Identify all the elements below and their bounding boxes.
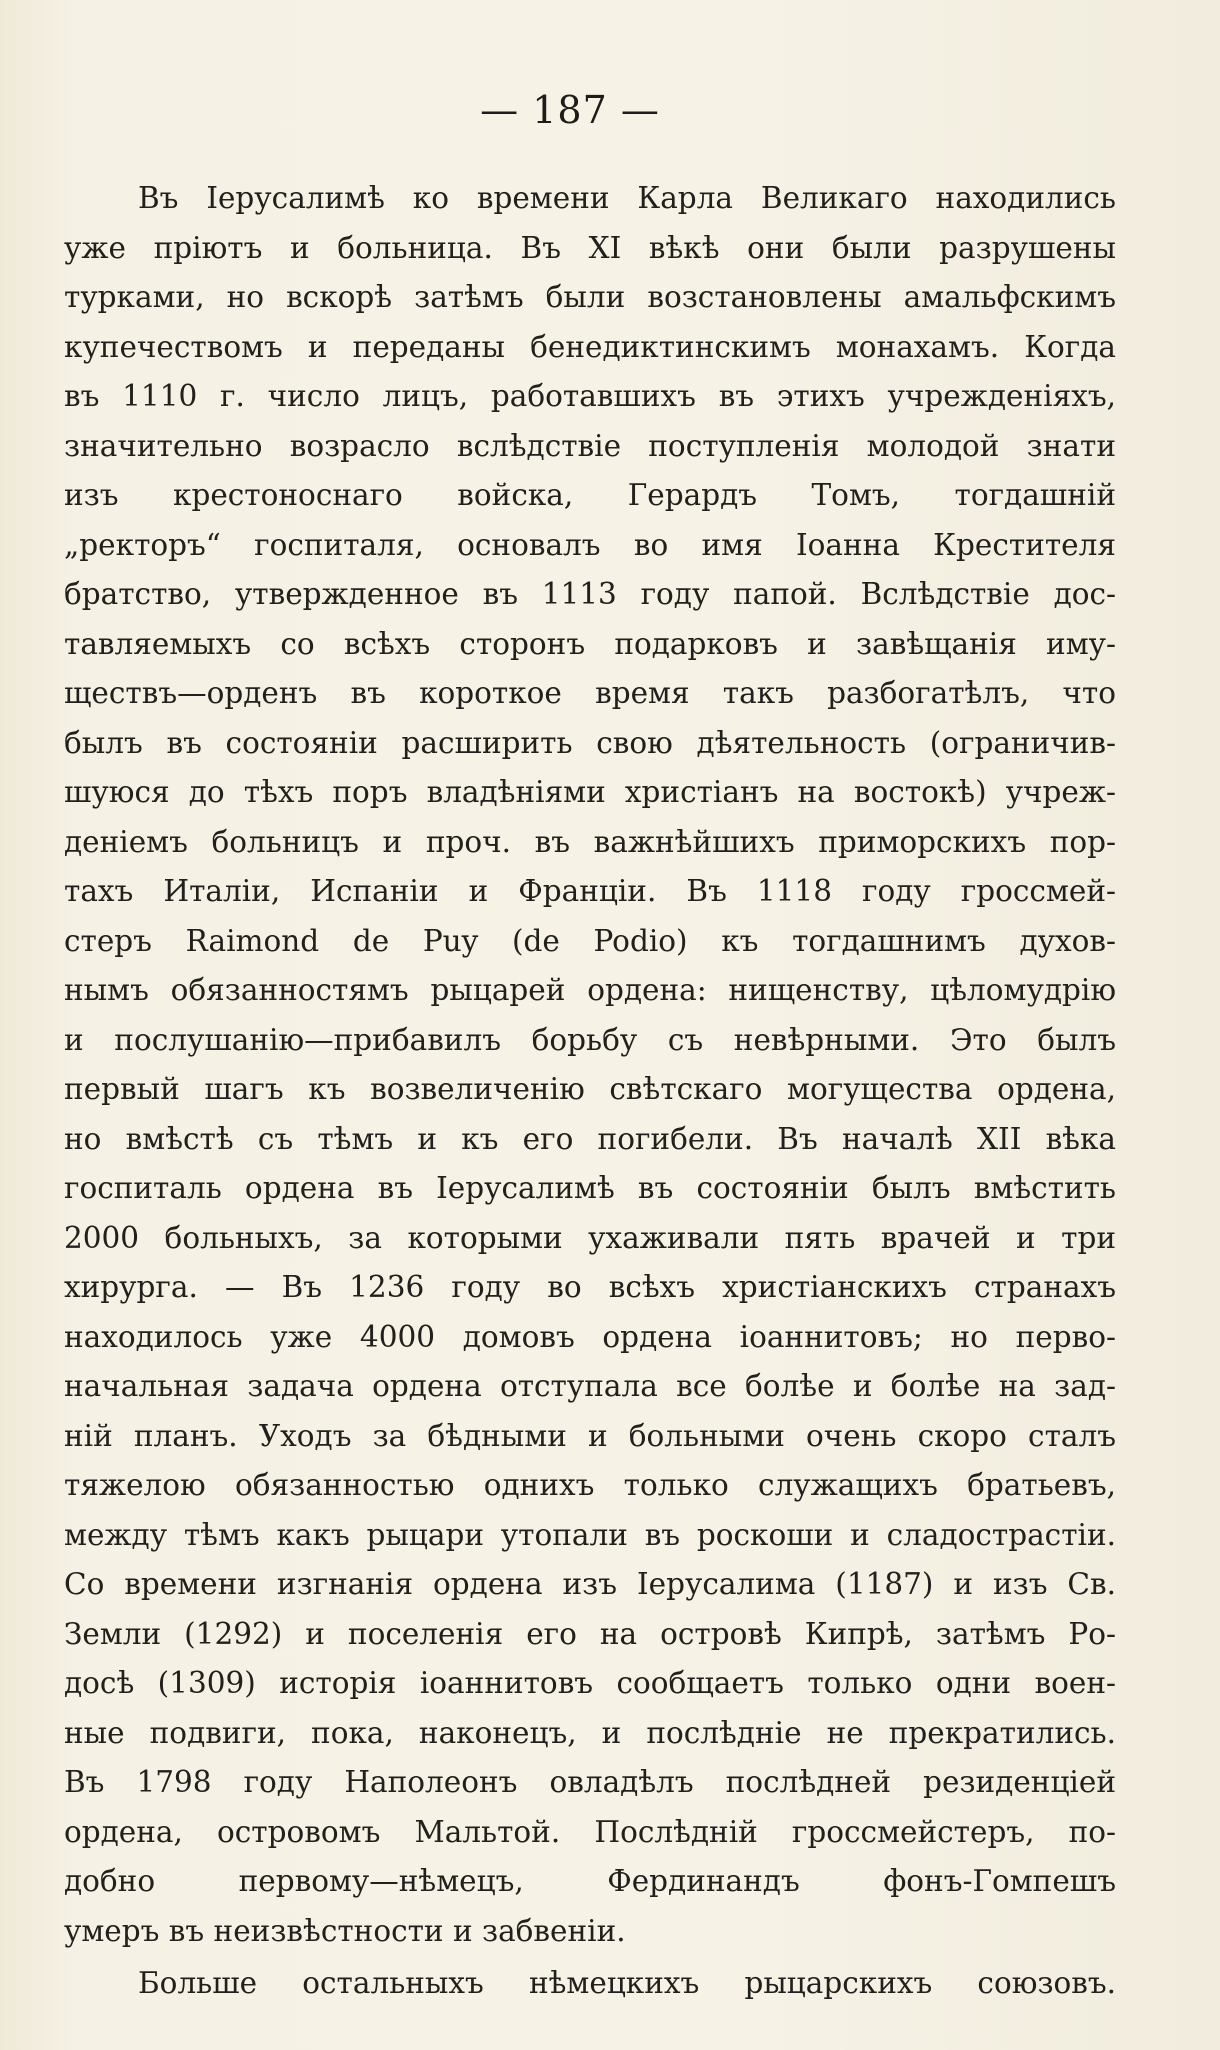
text-line: былъ въ состояніи расширить свою дѣятельность (ограничив- bbox=[64, 726, 1116, 760]
text-line: уже пріютъ и больница. Въ XI вѣкѣ они были разрушены bbox=[64, 231, 1116, 265]
text-line: добно первому—нѣмецъ, Фердинандъ фонъ-Гомпешъ bbox=[64, 1864, 1116, 1898]
text-line: нымъ обязанностямъ рыцарей ордена: нищенству, цѣломудрію bbox=[64, 973, 1116, 1007]
text-line: и послушанію—прибавилъ борьбу съ невѣрными. Это былъ bbox=[64, 1023, 1116, 1057]
text-line: тавляемыхъ со всѣхъ сторонъ подарковъ и завѣщанія иму- bbox=[64, 627, 1116, 661]
text-line: „ректоръ“ госпиталя, основалъ во имя Іоанна Крестителя bbox=[64, 528, 1116, 562]
text-line: купечествомъ и переданы бенедиктинскимъ монахамъ. Когда bbox=[64, 330, 1116, 364]
text-line: турками, но вскорѣ затѣмъ были возстановлены амальфскимъ bbox=[64, 280, 1116, 314]
text-line: находилось уже 4000 домовъ ордена іоаннитовъ; но перво- bbox=[64, 1320, 1116, 1354]
text-line: шуюся до тѣхъ поръ владѣніями христіанъ на востокѣ) учреж- bbox=[64, 775, 1116, 809]
page-number: — 187 — bbox=[480, 88, 660, 132]
text-line: 2000 больныхъ, за которыми ухаживали пять врачей и три bbox=[64, 1221, 1116, 1255]
text-line: тахъ Италіи, Испаніи и Франціи. Въ 1118 году гроссмей- bbox=[64, 874, 1116, 908]
text-line: въ 1110 г. число лицъ, работавшихъ въ этихъ учрежденіяхъ, bbox=[64, 379, 1116, 413]
text-line: ордена, островомъ Мальтой. Послѣдній гроссмейстеръ, по- bbox=[64, 1815, 1116, 1849]
text-line: изъ крестоноснаго войска, Герардъ Томъ, тогдашній bbox=[64, 478, 1116, 512]
text-line: деніемъ больницъ и проч. въ важнѣйшихъ приморскихъ пор- bbox=[64, 825, 1116, 859]
text-line: значительно возрасло вслѣдствіе поступленія молодой знати bbox=[64, 429, 1116, 463]
text-line: первый шагъ къ возвеличенію свѣтскаго могущества ордена, bbox=[64, 1072, 1116, 1106]
text-line: стеръ Raimond de Puy (de Podio) къ тогдашнимъ духов- bbox=[64, 924, 1116, 958]
text-line: ній планъ. Уходъ за бѣдными и больными очень скоро сталъ bbox=[64, 1419, 1116, 1453]
text-line: ществъ—орденъ въ короткое время такъ разбогатѣлъ, что bbox=[64, 676, 1116, 710]
text-line: умеръ въ неизвѣстности и забвеніи. bbox=[64, 1914, 626, 1948]
text-line: Въ Іерусалимѣ ко времени Карла Великаго находились bbox=[138, 181, 1116, 215]
text-line: но вмѣстѣ съ тѣмъ и къ его погибели. Въ началѣ XII вѣка bbox=[64, 1122, 1116, 1156]
text-line: досѣ (1309) исторія іоаннитовъ сообщаетъ только одни воен- bbox=[64, 1666, 1116, 1700]
text-line: начальная задача ордена отступала все болѣе и болѣе на зад- bbox=[64, 1369, 1116, 1403]
text-line: Больше остальныхъ нѣмецкихъ рыцарскихъ союзовъ. bbox=[138, 1966, 1116, 2000]
text-line: хирурга. — Въ 1236 году во всѣхъ христіанскихъ странахъ bbox=[64, 1270, 1116, 1304]
text-line: братство, утвержденное въ 1113 году папой. Вслѣдствіе дос- bbox=[64, 577, 1116, 611]
text-line: госпиталь ордена въ Іерусалимѣ въ состояніи былъ вмѣстить bbox=[64, 1171, 1116, 1205]
text-line: Земли (1292) и поселенія его на островѣ Кипрѣ, затѣмъ Ро- bbox=[64, 1617, 1116, 1651]
text-line: ные подвиги, пока, наконецъ, и послѣдніе не прекратились. bbox=[64, 1716, 1116, 1750]
text-line: тяжелою обязанностью однихъ только служащихъ братьевъ, bbox=[64, 1468, 1116, 1502]
text-line: Въ 1798 году Наполеонъ овладѣлъ послѣдней резиденціей bbox=[64, 1765, 1116, 1799]
text-line: между тѣмъ какъ рыцари утопали въ роскоши и сладострастіи. bbox=[64, 1518, 1116, 1552]
text-line: Со времени изгнанія ордена изъ Іерусалима (1187) и изъ Св. bbox=[64, 1567, 1116, 1601]
